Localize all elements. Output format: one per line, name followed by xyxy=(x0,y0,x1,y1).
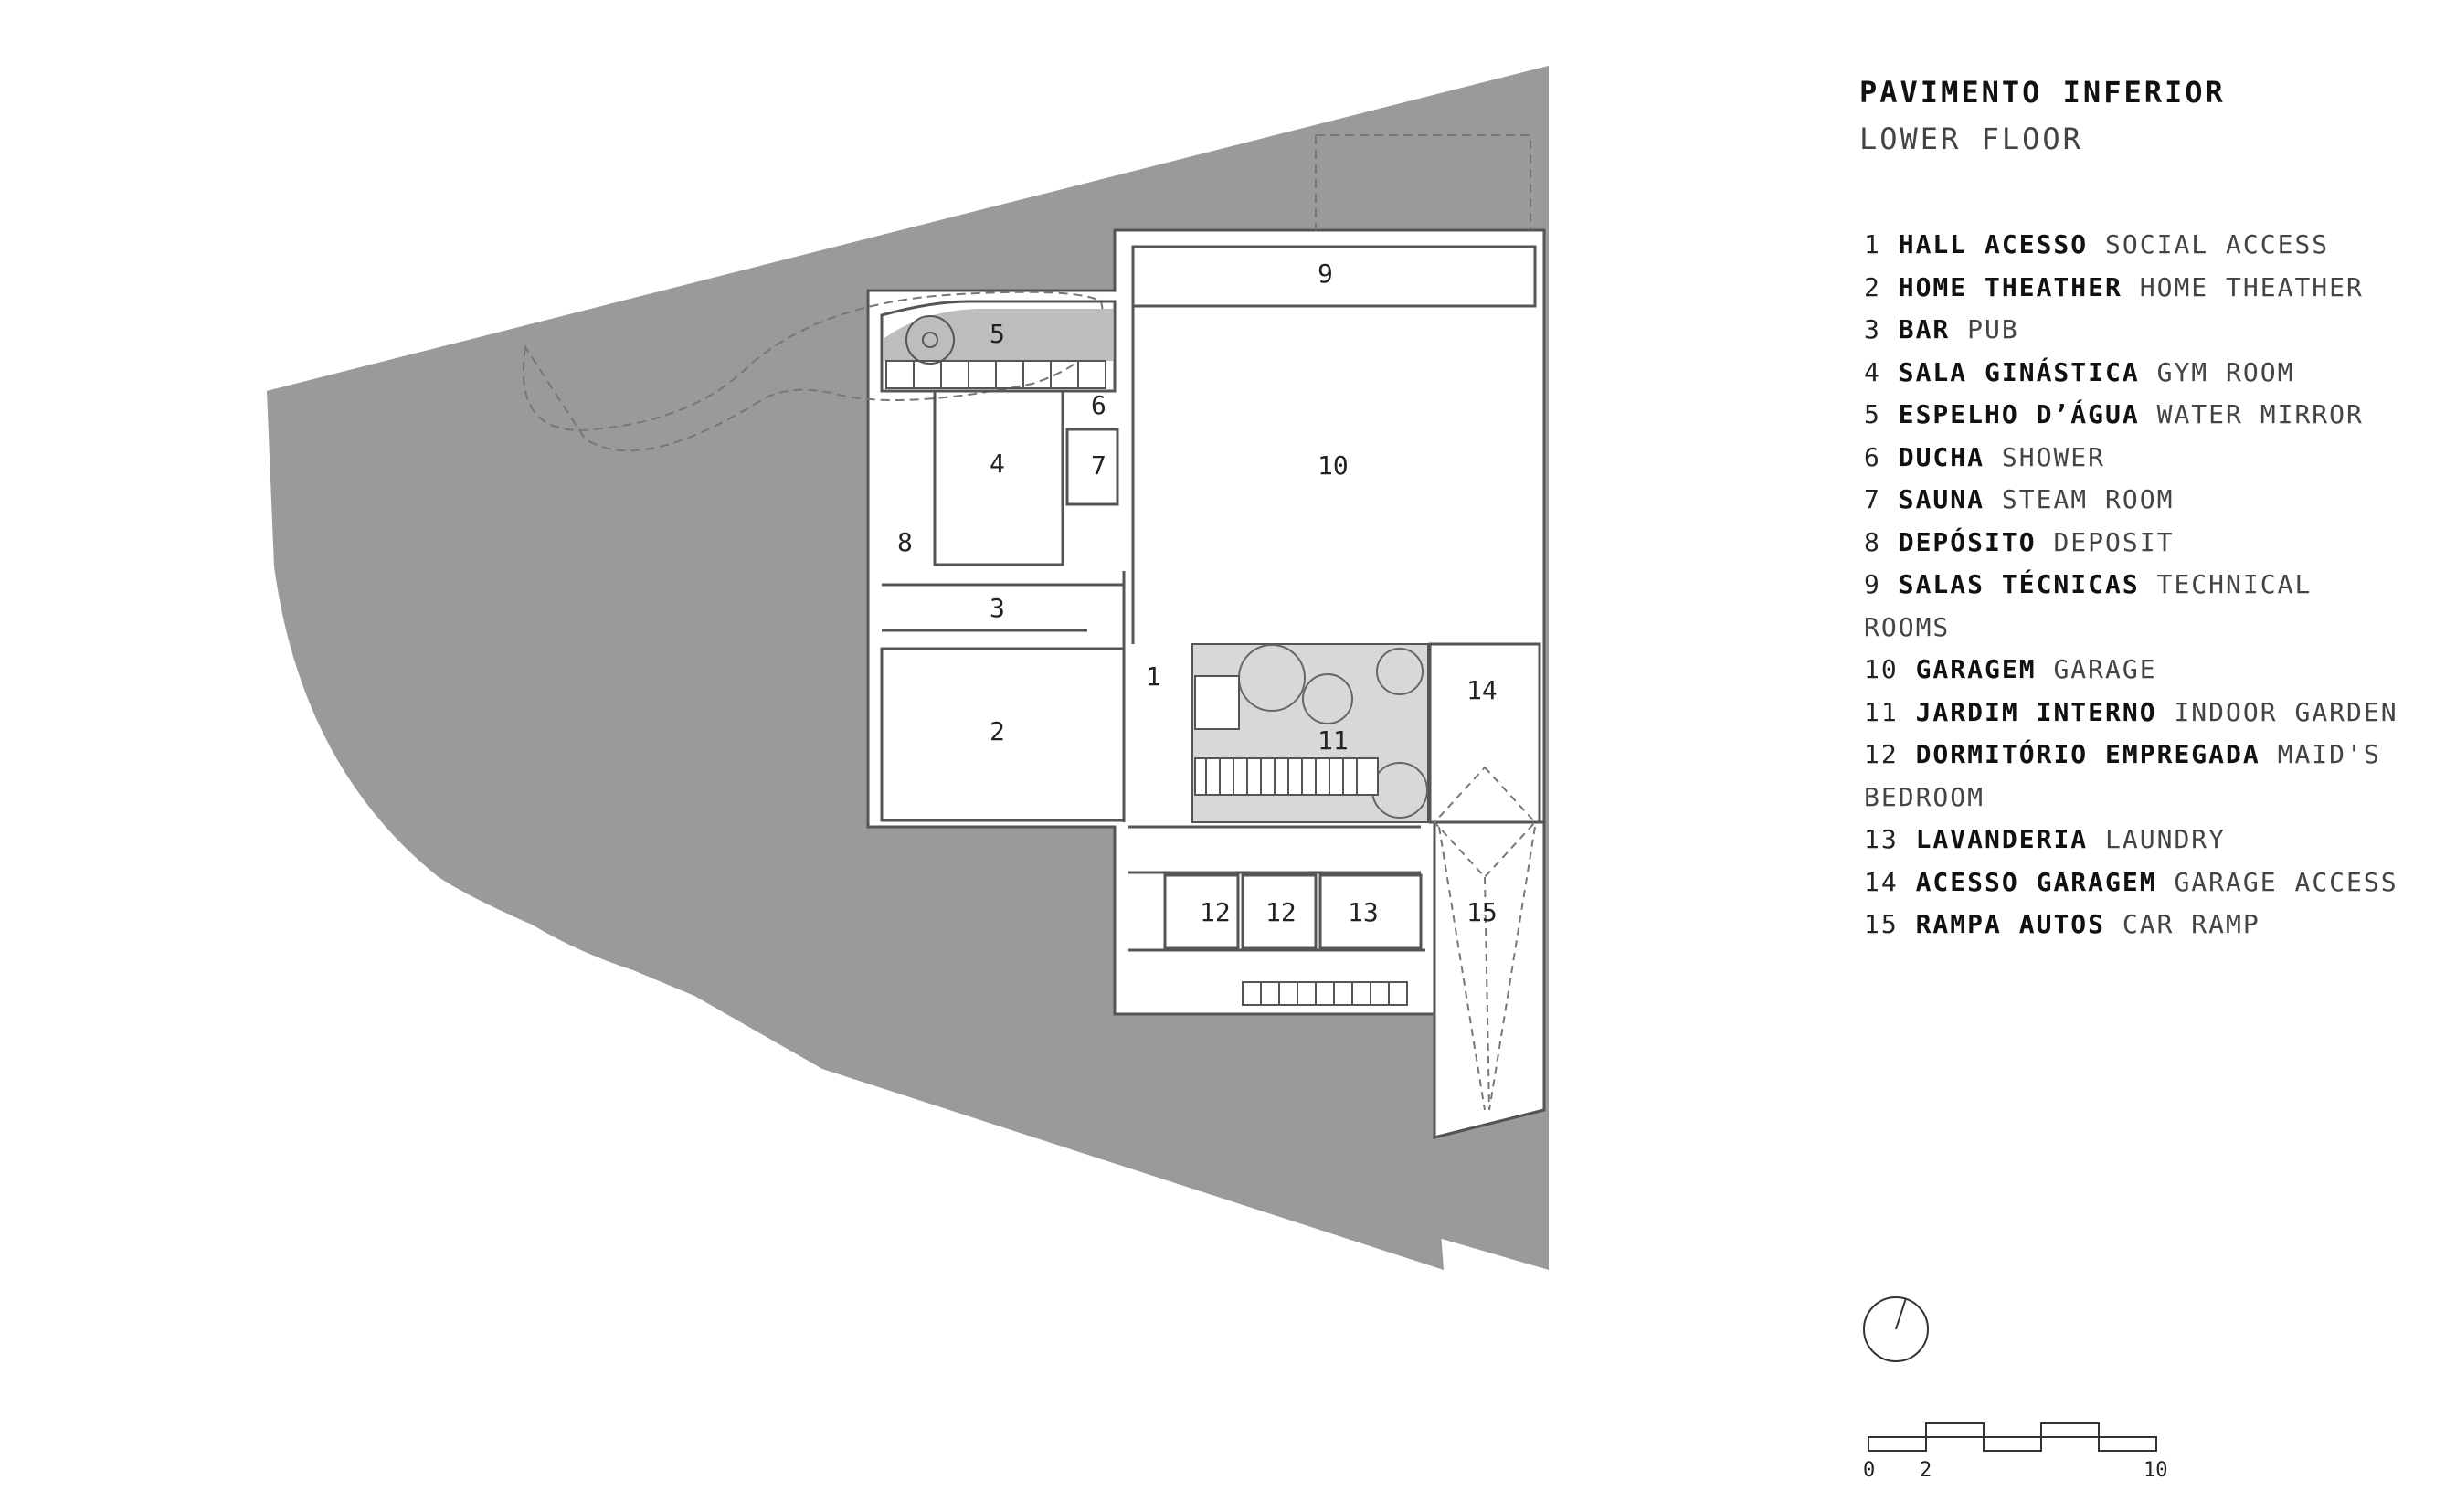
plan-label-5: 5 xyxy=(990,319,1005,349)
legend-item: 13 LAVANDERIA LAUNDRY xyxy=(1864,824,2227,854)
plan-label-9: 9 xyxy=(1318,259,1333,289)
legend-item: 8 DEPÓSITO DEPOSIT xyxy=(1864,526,2175,557)
legend-item: 6 DUCHA SHOWER xyxy=(1864,441,2106,472)
plan-label-13: 13 xyxy=(1348,897,1379,927)
plan-label-12b: 12 xyxy=(1265,897,1297,927)
garden-planter xyxy=(1195,676,1239,729)
legend-item: 10 GARAGEM GARAGE xyxy=(1864,654,2157,684)
legend-item: 3 BAR PUB xyxy=(1864,314,2019,344)
scale-label-start: 0 xyxy=(1863,1459,1876,1482)
plan-label-12a: 12 xyxy=(1200,897,1231,927)
legend-item: 1 HALL ACESSO SOCIAL ACCESS xyxy=(1864,229,2330,259)
plan-label-4: 4 xyxy=(990,449,1005,479)
legend-item: 12 DORMITÓRIO EMPREGADA MAID'S BEDROOM xyxy=(1864,739,2381,812)
legend-item: 5 ESPELHO D’ÁGUA WATER MIRROR xyxy=(1864,399,2364,429)
plan-label-10: 10 xyxy=(1318,450,1349,481)
plan-label-1: 1 xyxy=(1146,661,1161,692)
plan-label-8: 8 xyxy=(897,527,913,557)
legend-item: 2 HOME THEATHER HOME THEATHER xyxy=(1864,271,2364,302)
plan-label-15: 15 xyxy=(1466,897,1498,927)
plan-label-2: 2 xyxy=(990,716,1005,746)
scale-label-end: 10 xyxy=(2144,1459,2168,1482)
legend-item: 9 SALAS TÉCNICAS TECHNICAL ROOMS xyxy=(1864,569,2313,642)
drawing-subtitle: LOWER FLOOR xyxy=(1859,122,2083,156)
room-legend xyxy=(1864,224,2412,946)
garden-stairs xyxy=(1195,758,1378,795)
plan-label-3: 3 xyxy=(990,593,1005,623)
drawing-title: PAVIMENTO INFERIOR xyxy=(1859,75,2226,110)
legend-item: 4 SALA GINÁSTICA GYM ROOM xyxy=(1864,356,2295,387)
scale-bar xyxy=(1855,1414,2184,1487)
legend-item: 7 SAUNA STEAM ROOM xyxy=(1864,484,2175,514)
plan-label-6: 6 xyxy=(1091,390,1106,420)
plan-label-14: 14 xyxy=(1466,675,1498,705)
north-arrow-icon xyxy=(1859,1293,1932,1366)
scale-label-mid: 2 xyxy=(1920,1459,1932,1482)
legend-item: 11 JARDIM INTERNO INDOOR GARDEN xyxy=(1864,696,2398,727)
legend-item: 14 ACESSO GARAGEM GARAGE ACCESS xyxy=(1864,866,2398,897)
plan-label-7: 7 xyxy=(1091,450,1106,481)
plan-label-11: 11 xyxy=(1318,725,1349,756)
legend-item: 15 RAMPA AUTOS CAR RAMP xyxy=(1864,909,2260,939)
